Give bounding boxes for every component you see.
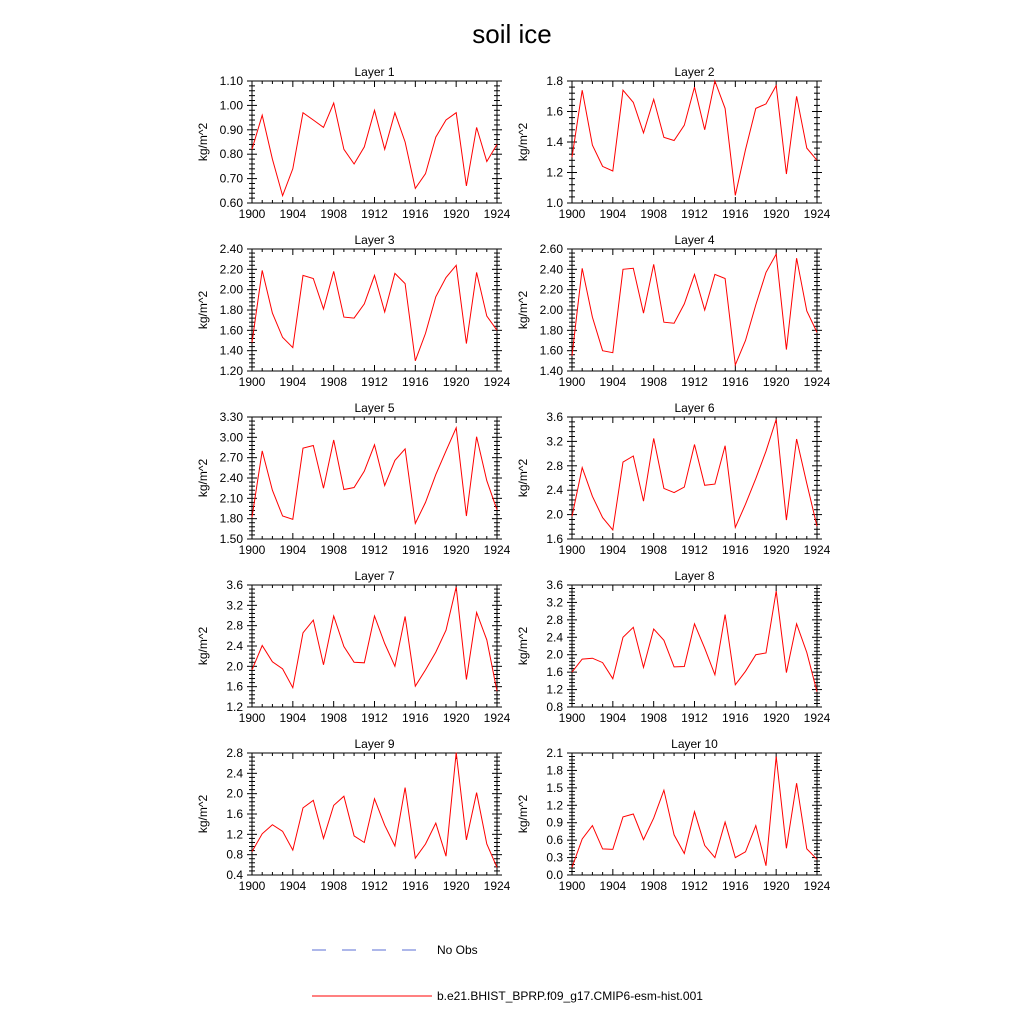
- series-line-model: [572, 254, 817, 365]
- x-tick-label: 1912: [681, 543, 708, 557]
- x-tick-label: 1920: [762, 207, 790, 221]
- y-tick-label: 1.8: [546, 74, 563, 88]
- y-tick-label: 0.8: [226, 847, 243, 862]
- x-tick-label: 1908: [640, 207, 668, 221]
- y-tick-label: 1.10: [219, 74, 243, 88]
- series-line-model: [572, 757, 817, 868]
- y-tick-label: 2.40: [219, 471, 243, 485]
- legend: [312, 943, 703, 1003]
- x-tick-label: 1924: [483, 879, 511, 893]
- y-tick-label: 2.0: [226, 786, 243, 801]
- y-tick-label: 2.4: [226, 766, 243, 781]
- x-tick-label: 1916: [721, 207, 749, 221]
- y-tick-label: 0.70: [219, 171, 243, 186]
- y-tick-label: 1.0: [546, 196, 563, 210]
- x-tick-label: 1908: [320, 711, 348, 725]
- plot-frame: [252, 417, 497, 539]
- y-axis-label: kg/m^2: [196, 794, 210, 834]
- y-axis-label: kg/m^2: [196, 458, 210, 498]
- panel-layer-5: [196, 401, 511, 557]
- x-tick-label: 1912: [681, 711, 708, 725]
- x-tick-label: 1908: [320, 879, 348, 893]
- y-axis-label: kg/m^2: [196, 122, 210, 162]
- y-tick-label: 3.6: [546, 578, 563, 592]
- x-tick-label: 1916: [721, 879, 749, 893]
- panel-layer-8: [516, 569, 831, 725]
- x-tick-label: 1904: [599, 375, 627, 389]
- y-tick-label: 1.60: [219, 323, 243, 338]
- x-tick-label: 1904: [599, 543, 627, 557]
- x-tick-label: 1916: [401, 879, 429, 893]
- x-tick-label: 1900: [238, 207, 266, 221]
- x-tick-label: 1924: [483, 543, 511, 557]
- y-tick-label: 2.0: [546, 507, 563, 522]
- x-tick-label: 1904: [279, 375, 307, 389]
- y-tick-label: 2.8: [546, 612, 563, 627]
- y-tick-label: 3.2: [546, 595, 563, 610]
- x-tick-label: 1916: [721, 711, 749, 725]
- y-tick-label: 1.20: [219, 364, 243, 378]
- x-tick-label: 1900: [238, 375, 266, 389]
- x-tick-label: 1924: [803, 207, 831, 221]
- y-axis-label: kg/m^2: [516, 626, 530, 666]
- y-tick-label: 2.4: [226, 639, 243, 653]
- x-tick-label: 1920: [762, 711, 790, 725]
- y-tick-label: 2.40: [539, 262, 563, 277]
- x-tick-label: 1904: [279, 711, 307, 725]
- panel-layer-3: [196, 233, 511, 389]
- y-tick-label: 3.6: [226, 578, 243, 592]
- panel-title: Layer 2: [674, 65, 715, 79]
- x-tick-label: 1916: [401, 207, 429, 221]
- x-tick-label: 1920: [762, 543, 790, 557]
- x-tick-label: 1900: [238, 543, 266, 557]
- legend-obs-label: No Obs: [437, 943, 478, 957]
- y-axis-label: kg/m^2: [196, 290, 210, 330]
- y-tick-label: 1.60: [539, 343, 563, 358]
- x-tick-label: 1924: [803, 543, 831, 557]
- y-tick-label: 1.2: [226, 827, 243, 842]
- y-tick-label: 1.2: [226, 700, 243, 714]
- y-tick-label: 3.00: [219, 430, 243, 445]
- panel-title: Layer 3: [354, 233, 395, 247]
- y-tick-label: 0.8: [546, 700, 563, 714]
- y-tick-label: 1.6: [226, 807, 243, 821]
- x-tick-label: 1920: [762, 375, 790, 389]
- x-tick-label: 1908: [640, 543, 668, 557]
- panel-title: Layer 1: [354, 65, 395, 79]
- panel-layer-1: [196, 65, 511, 221]
- x-tick-label: 1904: [279, 543, 307, 557]
- x-tick-label: 1924: [803, 711, 831, 725]
- x-tick-label: 1920: [442, 543, 470, 557]
- x-tick-label: 1904: [599, 711, 627, 725]
- y-tick-label: 0.4: [226, 868, 243, 882]
- x-tick-label: 1912: [681, 375, 708, 389]
- plot-frame: [252, 585, 497, 707]
- x-tick-label: 1908: [640, 879, 668, 893]
- panel-title: Layer 6: [674, 401, 715, 415]
- series-line-model: [572, 591, 817, 692]
- panel-layer-10: [516, 737, 831, 893]
- y-tick-label: 2.70: [219, 450, 243, 465]
- y-tick-label: 0.9: [546, 815, 563, 830]
- x-tick-label: 1904: [279, 207, 307, 221]
- legend-model-label: b.e21.BHIST_BPRP.f09_g17.CMIP6-esm-hist.001: [437, 989, 703, 1003]
- x-tick-label: 1900: [238, 711, 266, 725]
- x-tick-label: 1924: [483, 375, 511, 389]
- y-tick-label: 1.8: [546, 763, 563, 778]
- y-tick-label: 2.00: [219, 282, 243, 297]
- y-tick-label: 1.40: [219, 343, 243, 358]
- y-tick-label: 2.20: [219, 262, 243, 277]
- y-tick-label: 1.6: [226, 679, 243, 694]
- y-tick-label: 2.40: [219, 242, 243, 256]
- y-tick-label: 1.80: [539, 323, 563, 338]
- y-tick-label: 1.40: [539, 364, 563, 378]
- y-tick-label: 1.4: [546, 135, 563, 149]
- y-tick-label: 0.90: [219, 122, 243, 137]
- y-tick-label: 2.4: [546, 630, 563, 645]
- y-tick-label: 1.80: [219, 303, 243, 317]
- series-line-model: [572, 81, 817, 195]
- series-line-model: [252, 265, 497, 361]
- x-tick-label: 1912: [361, 207, 388, 221]
- y-tick-label: 1.2: [546, 798, 563, 813]
- x-tick-label: 1920: [442, 711, 470, 725]
- x-tick-label: 1900: [558, 711, 586, 725]
- x-tick-label: 1924: [483, 711, 511, 725]
- y-tick-label: 2.1: [546, 746, 563, 760]
- y-tick-label: 1.6: [546, 532, 563, 546]
- panel-title: Layer 5: [354, 401, 395, 415]
- x-tick-label: 1916: [721, 543, 749, 557]
- x-tick-label: 1900: [558, 879, 586, 893]
- y-tick-label: 2.8: [546, 458, 563, 473]
- x-tick-label: 1908: [640, 711, 668, 725]
- y-axis-label: kg/m^2: [196, 626, 210, 666]
- y-axis-label: kg/m^2: [516, 290, 530, 330]
- x-tick-label: 1904: [599, 207, 627, 221]
- y-tick-label: 1.6: [546, 104, 563, 119]
- x-tick-label: 1908: [640, 375, 668, 389]
- x-tick-label: 1908: [320, 375, 348, 389]
- y-tick-label: 2.4: [546, 483, 563, 498]
- x-tick-label: 1900: [238, 879, 266, 893]
- y-tick-label: 2.20: [539, 282, 563, 297]
- y-axis-label: kg/m^2: [516, 794, 530, 834]
- y-tick-label: 2.0: [226, 659, 243, 674]
- panel-title: Layer 10: [671, 737, 718, 751]
- plot-frame: [572, 249, 817, 371]
- x-tick-label: 1900: [558, 375, 586, 389]
- panel-layer-7: [196, 569, 511, 725]
- x-tick-label: 1916: [401, 543, 429, 557]
- y-tick-label: 2.10: [219, 491, 243, 506]
- y-tick-label: 1.80: [219, 511, 243, 526]
- y-tick-label: 2.00: [539, 303, 563, 317]
- panel-title: Layer 7: [354, 569, 395, 583]
- panel-layer-6: [516, 401, 831, 557]
- y-tick-label: 0.0: [546, 868, 563, 882]
- series-line-model: [252, 103, 497, 196]
- y-axis-label: kg/m^2: [516, 458, 530, 498]
- x-tick-label: 1924: [803, 375, 831, 389]
- x-tick-label: 1912: [361, 543, 388, 557]
- panel-layer-4: [516, 233, 831, 389]
- y-tick-label: 0.60: [219, 196, 243, 210]
- y-tick-label: 0.6: [546, 833, 563, 848]
- y-tick-label: 3.2: [546, 434, 563, 449]
- x-tick-label: 1912: [361, 879, 388, 893]
- x-tick-label: 1920: [442, 879, 470, 893]
- x-tick-label: 1904: [599, 879, 627, 893]
- y-tick-label: 2.0: [546, 647, 563, 662]
- y-tick-label: 2.8: [226, 746, 243, 760]
- y-tick-label: 3.30: [219, 410, 243, 424]
- plot-frame: [572, 417, 817, 539]
- series-line-model: [252, 428, 497, 524]
- x-tick-label: 1912: [361, 711, 388, 725]
- x-tick-label: 1924: [483, 207, 511, 221]
- y-tick-label: 1.50: [219, 532, 243, 546]
- y-tick-label: 3.6: [546, 410, 563, 424]
- y-tick-label: 3.2: [226, 598, 243, 613]
- y-tick-label: 2.8: [226, 618, 243, 633]
- panel-title: Layer 8: [674, 569, 715, 583]
- plot-frame: [252, 753, 497, 875]
- x-tick-label: 1912: [361, 375, 388, 389]
- y-tick-label: 1.5: [546, 780, 563, 795]
- x-tick-label: 1912: [681, 207, 708, 221]
- panel-title: Layer 4: [674, 233, 715, 247]
- x-tick-label: 1900: [558, 543, 586, 557]
- y-tick-label: 2.60: [539, 242, 563, 256]
- panel-layer-2: [516, 65, 831, 221]
- x-tick-label: 1916: [721, 375, 749, 389]
- y-tick-label: 1.00: [219, 98, 243, 113]
- y-tick-label: 1.6: [546, 665, 563, 680]
- plot-frame: [572, 81, 817, 203]
- plot-frame: [572, 585, 817, 707]
- figure-title: soil ice: [472, 19, 552, 49]
- x-tick-label: 1920: [442, 207, 470, 221]
- x-tick-label: 1912: [681, 879, 708, 893]
- plot-frame: [252, 249, 497, 371]
- panel-title: Layer 9: [354, 737, 395, 751]
- x-tick-label: 1916: [401, 711, 429, 725]
- x-tick-label: 1920: [442, 375, 470, 389]
- x-tick-label: 1904: [279, 879, 307, 893]
- panel-layer-9: [196, 737, 511, 893]
- series-line-model: [252, 587, 497, 691]
- y-tick-label: 1.2: [546, 682, 563, 697]
- y-axis-label: kg/m^2: [516, 122, 530, 162]
- x-tick-label: 1908: [320, 543, 348, 557]
- plot-frame: [572, 753, 817, 875]
- panel-grid: [196, 65, 831, 893]
- x-tick-label: 1908: [320, 207, 348, 221]
- x-tick-label: 1924: [803, 879, 831, 893]
- series-line-model: [572, 419, 817, 530]
- series-line-model: [252, 753, 497, 868]
- x-tick-label: 1916: [401, 375, 429, 389]
- x-tick-label: 1920: [762, 879, 790, 893]
- y-tick-label: 0.80: [219, 147, 243, 162]
- y-tick-label: 1.2: [546, 165, 563, 180]
- x-tick-label: 1900: [558, 207, 586, 221]
- y-tick-label: 0.3: [546, 850, 563, 865]
